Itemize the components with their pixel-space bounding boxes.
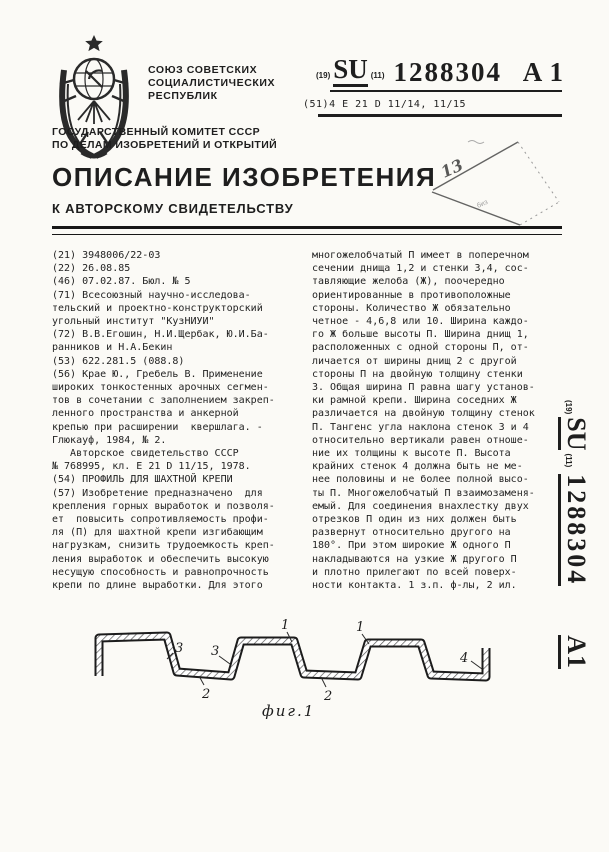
kind-code: A 1 bbox=[522, 57, 564, 87]
margin-country-code: SU bbox=[558, 417, 591, 450]
union-line: СОЦИАЛИСТИЧЕСКИХ bbox=[148, 77, 276, 89]
figure-label-bottom2: 2 bbox=[202, 687, 211, 702]
abstract-right-column: многожелобчатый П имеет в поперечном сечении днища 1,2 и стенки 3,4, сос- тавляющие желоба (Ж), поочередно ориентированные в противоположные стороны. Количество Ж обязательно четное - 4,6,8 или 10. Ширина каждо- го Ж больше высоты П. Ширина днищ 1, расположенных с одной стороны П, от- личается от ширины днищ 2 с другой стороны П на двойную толщину стенки 3. Общая ширина П равна шагу установ- ки рамной крепи. Ширина соседних Ж различается на двойную толщину стенок П. Тангенс угла наклона стенок 3 и 4 относительно вертикали равен отноше- ние их толщины к высоте П. Высота крайних стенок 4 должна быть не ме- нее половины и не более полной высо- ты П. Многожелобчатый П взаимозаменя- емый. Для соединения внахлестку двух отрезков П один из них должен быть развернут относительно другого на 180°. При этом широкие Ж одного П накладываются на узкие Ж другого П и плотно прилегают по всей поверх- ности контакта. 1 з.п. ф-лы, 2 ил. bbox=[312, 250, 535, 592]
margin-code-11: (11) bbox=[564, 453, 573, 468]
ipc-value: Е 21 D 11/14, 11/15 bbox=[342, 99, 467, 110]
union-line: СОЮЗ СОВЕТСКИХ bbox=[148, 64, 258, 76]
bibliography-abstract-left-column: (21) 3948006/22-03 (22) 26.08.85 (46) 07.02.87. Бюл. № 5 (71) Всесоюзный научно-исследова- тельский и проектно-конструкторский угольный институт "КузНИУИ" (72) В.В.Егошин, Н.И.Щербак, Ю.И.Ба- ранников и Н.А.Бекин (53) 622.281.5 (088.8) (56) Крае Ю., Гребель В. Применение широких тонкостенных арочных сегмен- тов в сочетании с заполнением закреп- ленного пространства и анкерной крепью при расширении квершлага. - Глюкауф, 1984, № 2. Авторское свидетельство СССР № 768995, кл. Е 21 D 11/15, 1978. (54) ПРОФИЛЬ ДЛЯ ШАХТНОЙ КРЕПИ (57) Изобретение предназначено для крепления горных выработок и позволя- ет повысить сопротивляемость профи- ля (П) для шахтной крепи изгибающим нагрузкам, снизить трудоемкость креп- ления выработок и обеспечить высокую несущую способность и равнопрочность крепи по длине выработки. Для этого bbox=[52, 250, 275, 592]
figure-1-profile-drawing bbox=[82, 582, 527, 732]
margin-kind-code: А1 bbox=[558, 635, 591, 669]
document-number: 1288304 bbox=[393, 57, 503, 87]
margin-code-19: (19) bbox=[564, 400, 573, 415]
figure-label-endwall4: 4 bbox=[460, 651, 469, 666]
ipc-label: (51)4 bbox=[303, 99, 336, 110]
committee-name bbox=[52, 126, 277, 152]
office-stamp bbox=[418, 128, 568, 238]
committee-line: ГОСУДАРСТВЕННЫЙ КОМИТЕТ СССР bbox=[52, 126, 261, 138]
number-underline bbox=[330, 90, 562, 92]
code-11-label: (11) bbox=[370, 71, 385, 80]
svg-text:биз: биз bbox=[475, 198, 489, 210]
union-name bbox=[148, 64, 275, 103]
ipc-underline bbox=[318, 114, 562, 117]
margin-document-number bbox=[558, 400, 604, 730]
page-subtitle: К АВТОРСКОМУ СВИДЕТЕЛЬСТВУ bbox=[52, 201, 294, 216]
document-number-row bbox=[316, 54, 564, 87]
union-line: РЕСПУБЛИК bbox=[148, 90, 218, 102]
figure-label-bottom2: 2 bbox=[324, 689, 333, 704]
figure-caption: фиг.1 bbox=[262, 702, 316, 720]
committee-line: ПО ДЕЛАМ ИЗОБРЕТЕНИЙ И ОТКРЫТИЙ bbox=[52, 139, 278, 151]
page-title: ОПИСАНИЕ ИЗОБРЕТЕНИЯ bbox=[52, 162, 437, 192]
figure-label-bottom1: 1 bbox=[281, 618, 290, 633]
header-divider bbox=[52, 226, 562, 235]
margin-number: 1288304 bbox=[558, 474, 591, 586]
figure-label-bottom1: 1 bbox=[356, 620, 365, 635]
ipc-classification bbox=[303, 99, 466, 110]
country-code: SU bbox=[333, 54, 368, 87]
code-19-label: (19) bbox=[316, 71, 331, 80]
figure-label-wall3: 3 bbox=[211, 644, 220, 659]
stamp-number: 13 bbox=[437, 155, 466, 182]
figure-label-wall3: 3 bbox=[175, 641, 184, 656]
